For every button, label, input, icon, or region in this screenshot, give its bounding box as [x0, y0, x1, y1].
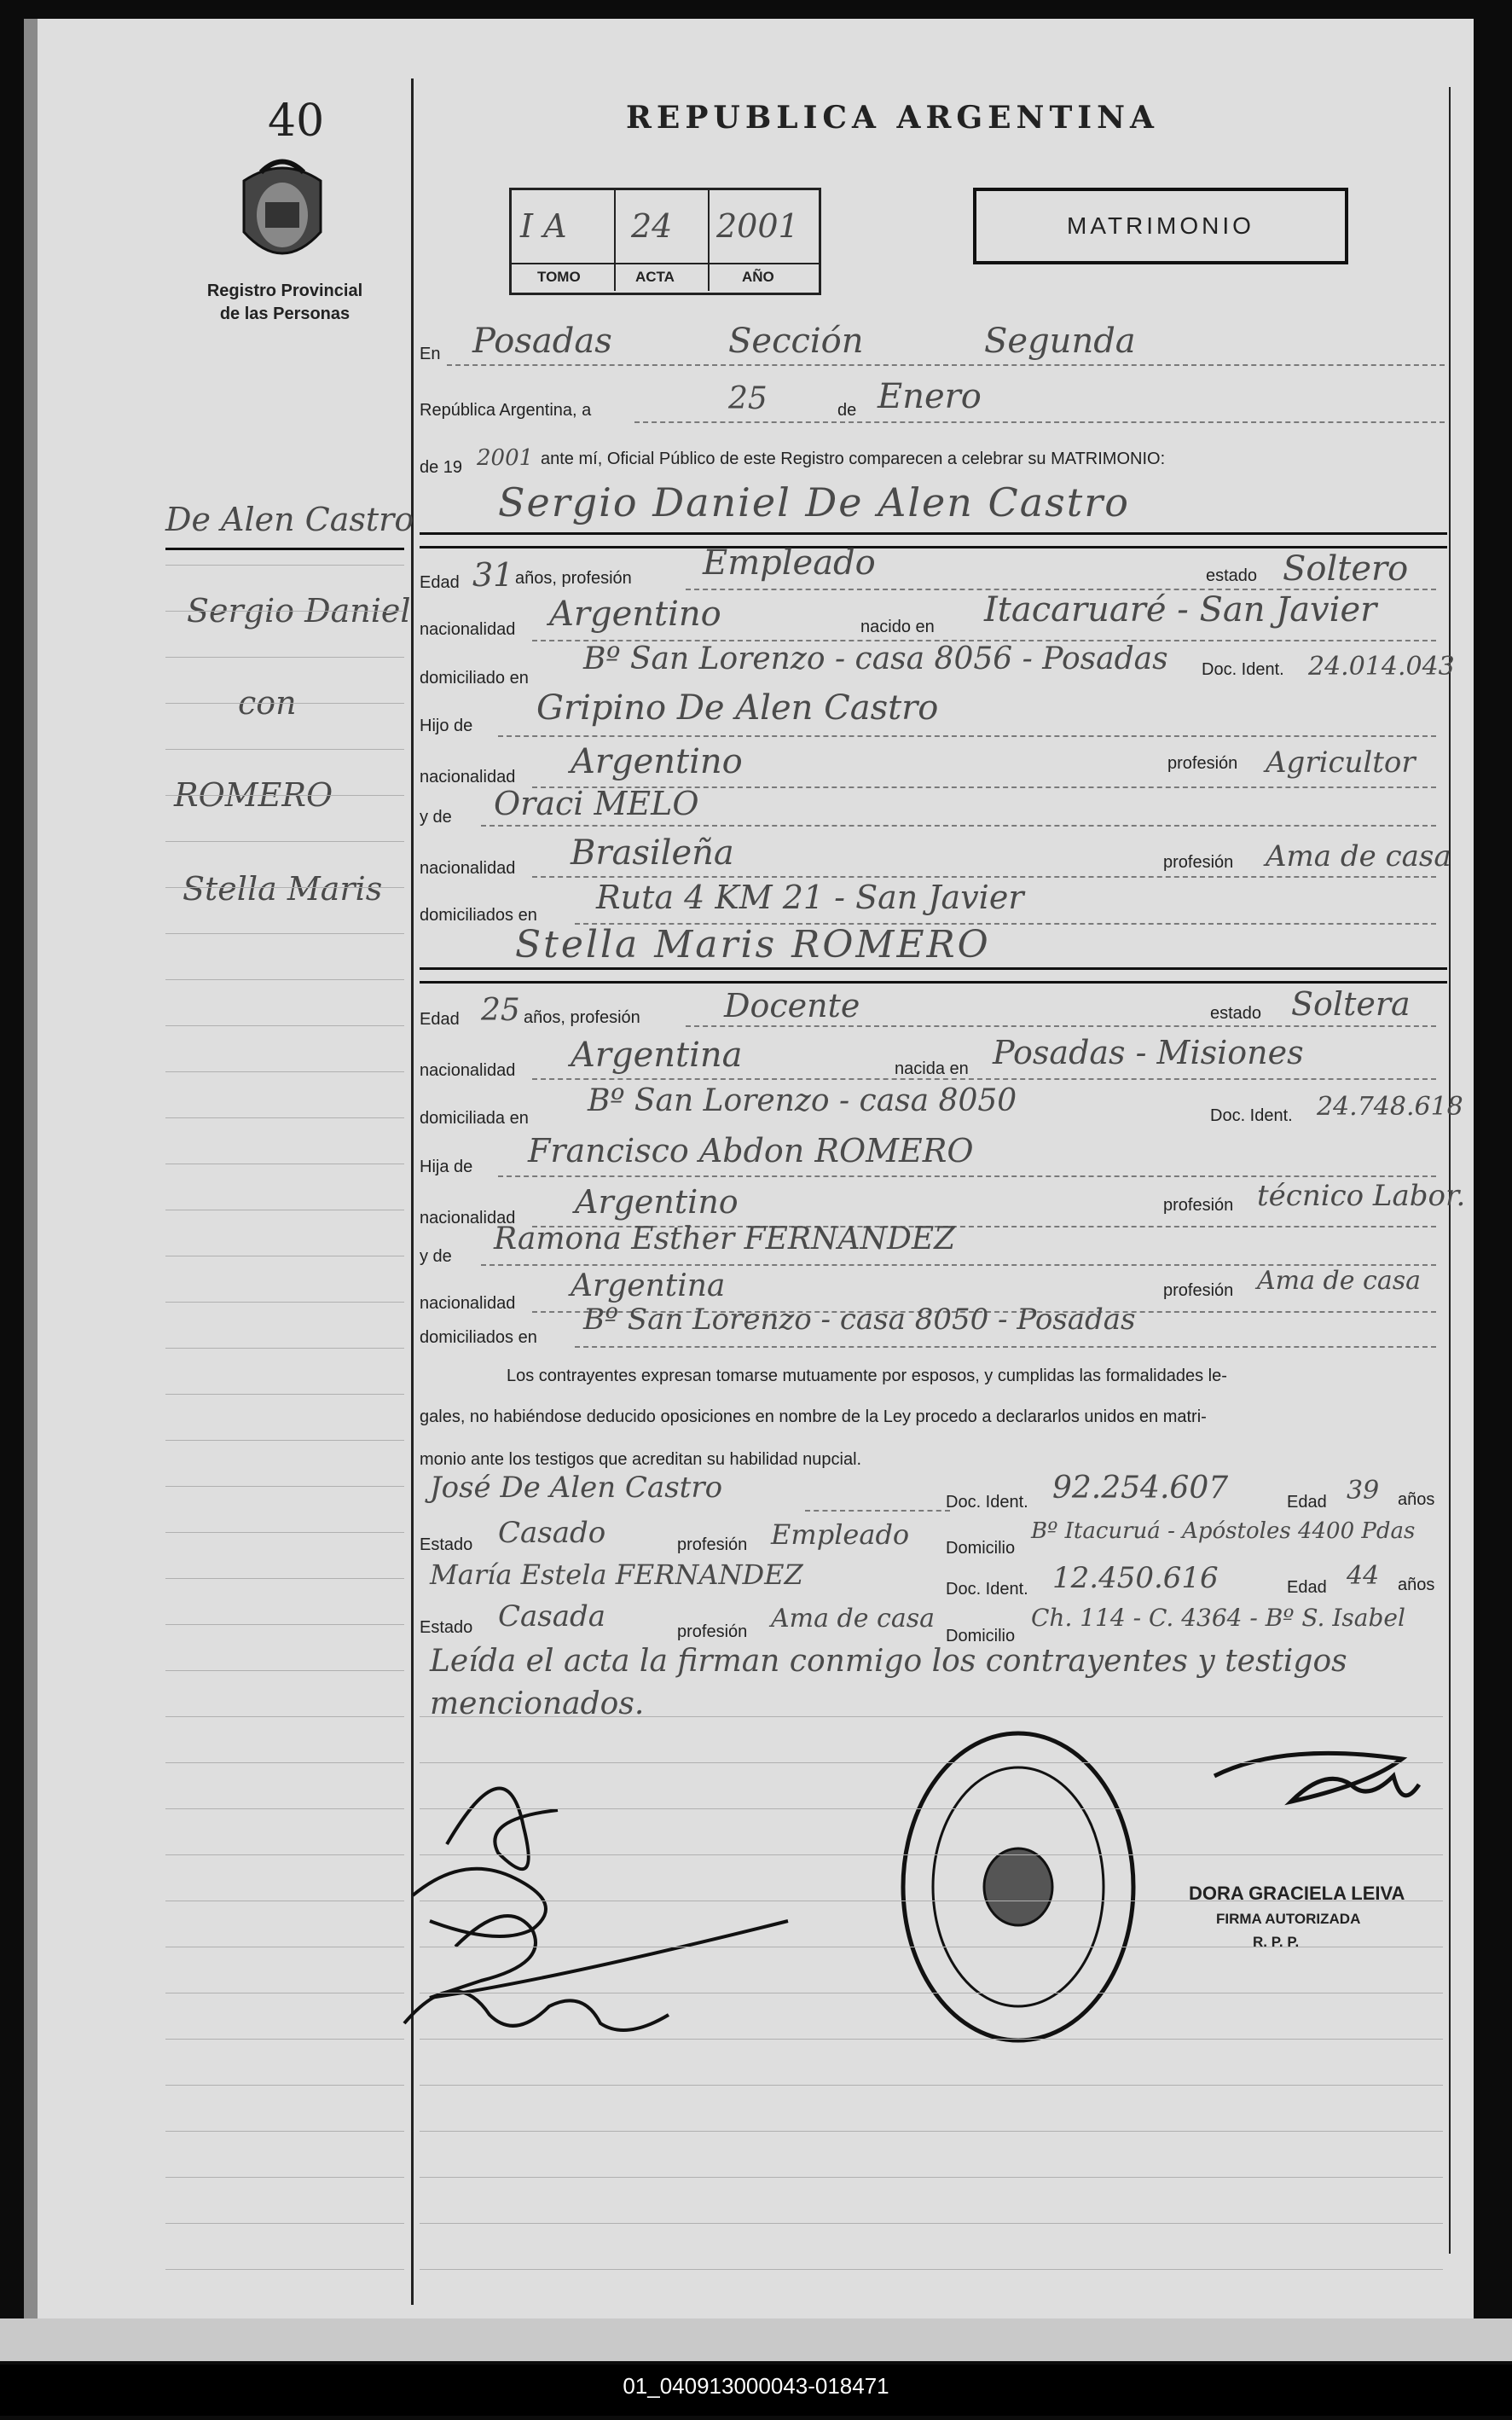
- witness2-doc-value: 12.450.616: [1052, 1561, 1219, 1595]
- groom-edad-label: Edad: [420, 573, 460, 592]
- ledger-line: [420, 2269, 1443, 2270]
- tomo-acta-ano-box: [509, 188, 821, 295]
- ledger-line: [420, 1808, 1443, 1809]
- ledger-line: [165, 2085, 404, 2086]
- groom-domiciliado-value: Bº San Lorenzo - casa 8056 - Posadas: [583, 641, 1168, 676]
- groom-mother-nac-label: nacionalidad: [420, 859, 516, 878]
- witness1-edad-value: 39: [1347, 1476, 1380, 1506]
- ledger-line: [165, 1071, 404, 1072]
- groom-father-nac-value: Argentino: [571, 742, 743, 781]
- witness2-estado-label: Estado: [420, 1618, 473, 1637]
- seccion-label: Sección: [728, 322, 864, 361]
- witness2-anos-label: años: [1398, 1576, 1435, 1594]
- ledger-line: [165, 1532, 404, 1533]
- witness2-doc-label: Doc. Ident.: [946, 1580, 1028, 1599]
- groom-yde-label: y de: [420, 808, 452, 827]
- witness1-domicilio-label: Domicilio: [946, 1539, 1016, 1558]
- bride-edad-value: 25: [481, 993, 520, 1028]
- officer-title: FIRMA AUTORIZADA: [1216, 1911, 1361, 1927]
- witness1-estado-value: Casado: [498, 1516, 606, 1550]
- ledger-line: [420, 2085, 1443, 2086]
- groom-anos-profesion-label: años, profesión: [515, 569, 632, 588]
- groom-doc-value: 24.014.043: [1308, 652, 1455, 682]
- bride-parents-dom-value: Bº San Lorenzo - casa 8050 - Posadas: [583, 1303, 1136, 1337]
- groom-mother-nac-value: Brasileña: [571, 833, 734, 873]
- witness1-edad-label: Edad: [1287, 1493, 1327, 1512]
- ledger-line: [420, 2177, 1443, 2178]
- witness2-estado-value: Casada: [498, 1599, 606, 1634]
- groom-father-prof-label: profesión: [1167, 754, 1238, 773]
- signatures-scribble: [379, 1725, 822, 2066]
- ledger-line: [420, 2223, 1443, 2224]
- groom-mother-prof-label: profesión: [1163, 853, 1234, 872]
- closing-line2: mencionados.: [430, 1686, 645, 1721]
- witness2-domicilio-value: Ch. 114 - C. 4364 - Bº S. Isabel: [1031, 1604, 1405, 1632]
- official-seal-icon: [890, 1716, 1163, 2057]
- bride-profesion-value: Docente: [724, 987, 860, 1024]
- bride-doc-value: 24.748.618: [1317, 1092, 1463, 1122]
- ledger-line: [165, 2223, 404, 2224]
- bride-anos-profesion-label: años, profesión: [524, 1008, 640, 1027]
- ledger-line: [165, 2039, 404, 2040]
- groom-mother-prof-value: Ama de casa: [1266, 839, 1451, 873]
- bride-father-prof-value: técnico Labor.: [1257, 1179, 1466, 1213]
- groom-profesion-value: Empleado: [703, 543, 876, 583]
- ledger-line: [165, 703, 404, 704]
- bride-estado-value: Soltera: [1291, 985, 1411, 1023]
- witness1-profesion-label: profesión: [677, 1535, 748, 1554]
- month-value: Enero: [878, 377, 982, 416]
- margin-bride-given: Stella Maris: [182, 870, 383, 908]
- margin-surname: De Alen Castro: [165, 501, 414, 538]
- ledger-line: [165, 1348, 404, 1349]
- ledger-line: [165, 1302, 404, 1303]
- year-value: 2001: [477, 445, 534, 471]
- groom-parents-dom-value: Ruta 4 KM 21 - San Javier: [596, 879, 1024, 916]
- witness1-anos-label: años: [1398, 1490, 1435, 1509]
- agency-name-line2: de las Personas: [219, 305, 350, 323]
- ledger-line: [420, 1854, 1443, 1855]
- groom-doc-label: Doc. Ident.: [1202, 660, 1284, 679]
- ledger-line: [165, 1025, 404, 1026]
- groom-estado-value: Soltero: [1283, 549, 1409, 589]
- bride-father-nac-label: nacionalidad: [420, 1209, 516, 1227]
- republica-label: República Argentina, a: [420, 401, 592, 420]
- witness2-name: María Estela FERNANDEZ: [430, 1558, 803, 1591]
- witness1-doc-value: 92.254.607: [1052, 1471, 1229, 1506]
- officer-office: R. P. P.: [1253, 1934, 1300, 1950]
- ledger-line: [165, 1670, 404, 1671]
- place-value: Posadas: [472, 322, 612, 361]
- tomo-value: I A: [520, 207, 567, 245]
- ledger-line: [165, 2177, 404, 2178]
- ledger-line: [165, 657, 404, 658]
- witness1-doc-label: Doc. Ident.: [946, 1493, 1028, 1512]
- bride-domiciliada-label: domiciliada en: [420, 1109, 529, 1128]
- ano-label: AÑO: [742, 269, 774, 285]
- ledger-line: [165, 795, 404, 796]
- bride-mother-name: Ramona Esther FERNANDEZ: [494, 1222, 956, 1256]
- bride-nacionalidad-label: nacionalidad: [420, 1061, 516, 1080]
- groom-nacido-value: Itacaruaré - San Javier: [984, 590, 1377, 630]
- bride-doc-label: Doc. Ident.: [1210, 1106, 1293, 1125]
- ledger-line: [165, 887, 404, 888]
- coat-of-arms-icon: [235, 155, 329, 275]
- page-bottom-edge: [0, 2318, 1512, 2361]
- record-type-box: MATRIMONIO: [973, 188, 1348, 264]
- witness1-estado-label: Estado: [420, 1535, 473, 1554]
- de-month-label: de: [837, 401, 857, 420]
- acta-value: 24: [631, 207, 673, 245]
- ledger-line: [165, 1808, 404, 1809]
- ledger-line: [165, 1716, 404, 1717]
- margin-connector: con: [238, 684, 297, 722]
- ledger-line: [165, 749, 404, 750]
- witness2-profesion-label: profesión: [677, 1622, 748, 1641]
- officer-name: DORA GRACIELA LEIVA: [1189, 1883, 1405, 1904]
- groom-father-prof-value: Agricultor: [1266, 746, 1416, 780]
- acta-label: ACTA: [635, 269, 675, 285]
- ledger-line: [165, 2269, 404, 2270]
- groom-father-name: Gripino De Alen Castro: [536, 688, 939, 728]
- witness2-profesion-value: Ama de casa: [771, 1604, 935, 1634]
- groom-nacionalidad-label: nacionalidad: [420, 620, 516, 639]
- witness2-edad-value: 44: [1347, 1561, 1380, 1591]
- bride-nacida-label: nacida en: [895, 1059, 969, 1078]
- witness1-domicilio-value: Bº Itacuruá - Apóstoles 4400 Pdas: [1031, 1518, 1416, 1544]
- ledger-line: [165, 1854, 404, 1855]
- bride-estado-label: estado: [1210, 1004, 1262, 1023]
- seccion-value: Segunda: [984, 322, 1136, 361]
- ledger-line: [165, 1624, 404, 1625]
- groom-mother-name: Oraci MELO: [494, 785, 699, 822]
- ledger-line: [165, 1578, 404, 1579]
- groom-domiciliado-label: domiciliado en: [420, 669, 529, 688]
- tomo-label: TOMO: [537, 269, 581, 285]
- page-number: 40: [268, 96, 325, 147]
- bride-mother-prof-value: Ama de casa: [1257, 1266, 1421, 1296]
- ano-value: 2001: [716, 207, 799, 245]
- ledger-line: [165, 1394, 404, 1395]
- ledger-line: [165, 1117, 404, 1118]
- register-page: [24, 19, 1474, 2330]
- bride-full-name: Stella Maris ROMERO: [515, 923, 991, 966]
- groom-full-name: Sergio Daniel De Alen Castro: [498, 479, 1130, 525]
- ledger-line: [420, 2039, 1443, 2040]
- year-prefix-label: de 19: [420, 458, 463, 477]
- margin-bride-surname: ROMERO: [174, 776, 333, 814]
- image-id-label: 01_040913000043-018471: [623, 2373, 889, 2399]
- groom-estado-label: estado: [1206, 566, 1258, 585]
- ledger-line: [165, 2131, 404, 2132]
- bride-nacida-value: Posadas - Misiones: [993, 1034, 1304, 1071]
- ledger-line: [420, 1762, 1443, 1763]
- ledger-line: [165, 1440, 404, 1441]
- officer-signature: [1197, 1733, 1436, 1853]
- bride-hija-label: Hija de: [420, 1158, 473, 1176]
- ledger-line: [165, 1486, 404, 1487]
- bride-mother-prof-label: profesión: [1163, 1281, 1234, 1300]
- bride-mother-nac-label: nacionalidad: [420, 1294, 516, 1313]
- en-label: En: [420, 345, 441, 363]
- bride-father-nac-value: Argentino: [575, 1183, 739, 1221]
- closing-line1: Leída el acta la firman conmigo los contrayentes y testigos: [430, 1644, 1347, 1679]
- bride-edad-label: Edad: [420, 1010, 460, 1029]
- bride-yde-label: y de: [420, 1247, 452, 1266]
- groom-edad-value: 31: [472, 556, 514, 594]
- ledger-line: [165, 841, 404, 842]
- ledger-line: [420, 2131, 1443, 2132]
- witness1-profesion-value: Empleado: [771, 1518, 910, 1551]
- ledger-line: [165, 979, 404, 980]
- footer-bar: [0, 2365, 1512, 2416]
- witness2-domicilio-label: Domicilio: [946, 1627, 1016, 1645]
- declaration-line1: Los contrayentes expresan tomarse mutuamente por esposos, y cumplidas las formalidades le-: [507, 1367, 1227, 1385]
- declaration-line3: monio ante los testigos que acreditan su habilidad nupcial.: [420, 1450, 862, 1469]
- ante-text: ante mí, Oficial Público de este Registro comparecen a celebrar su MATRIMONIO:: [541, 450, 1166, 468]
- ledger-line: [165, 1762, 404, 1763]
- bride-father-prof-label: profesión: [1163, 1196, 1234, 1215]
- groom-nacionalidad-value: Argentino: [549, 595, 721, 634]
- margin-given: Sergio Daniel: [187, 592, 411, 630]
- groom-parents-dom-label: domiciliados en: [420, 906, 537, 925]
- ledger-line: [420, 1716, 1443, 1717]
- witness2-edad-label: Edad: [1287, 1578, 1327, 1597]
- bride-nacionalidad-value: Argentina: [571, 1036, 743, 1075]
- ledger-line: [165, 565, 404, 566]
- day-value: 25: [728, 381, 768, 416]
- groom-father-nac-label: nacionalidad: [420, 768, 516, 786]
- right-border: [1449, 87, 1451, 2254]
- bride-domiciliada-value: Bº San Lorenzo - casa 8050: [588, 1083, 1017, 1118]
- ledger-line: [165, 933, 404, 934]
- ledger-line: [165, 611, 404, 612]
- agency-name-line1: Registro Provincial: [206, 281, 363, 300]
- witness1-name: José De Alen Castro: [430, 1471, 723, 1505]
- bride-father-name: Francisco Abdon ROMERO: [528, 1132, 974, 1169]
- groom-nacido-label: nacido en: [860, 618, 935, 636]
- country-title: REPUBLICA ARGENTINA: [626, 100, 1159, 136]
- bride-parents-dom-label: domiciliados en: [420, 1328, 537, 1347]
- declaration-line2: gales, no habiéndose deducido oposiciones en nombre de la Ley procedo a declararlos unidos en matri-: [420, 1407, 1207, 1426]
- bride-mother-nac-value: Argentina: [571, 1268, 726, 1303]
- groom-hijo-label: Hijo de: [420, 717, 473, 735]
